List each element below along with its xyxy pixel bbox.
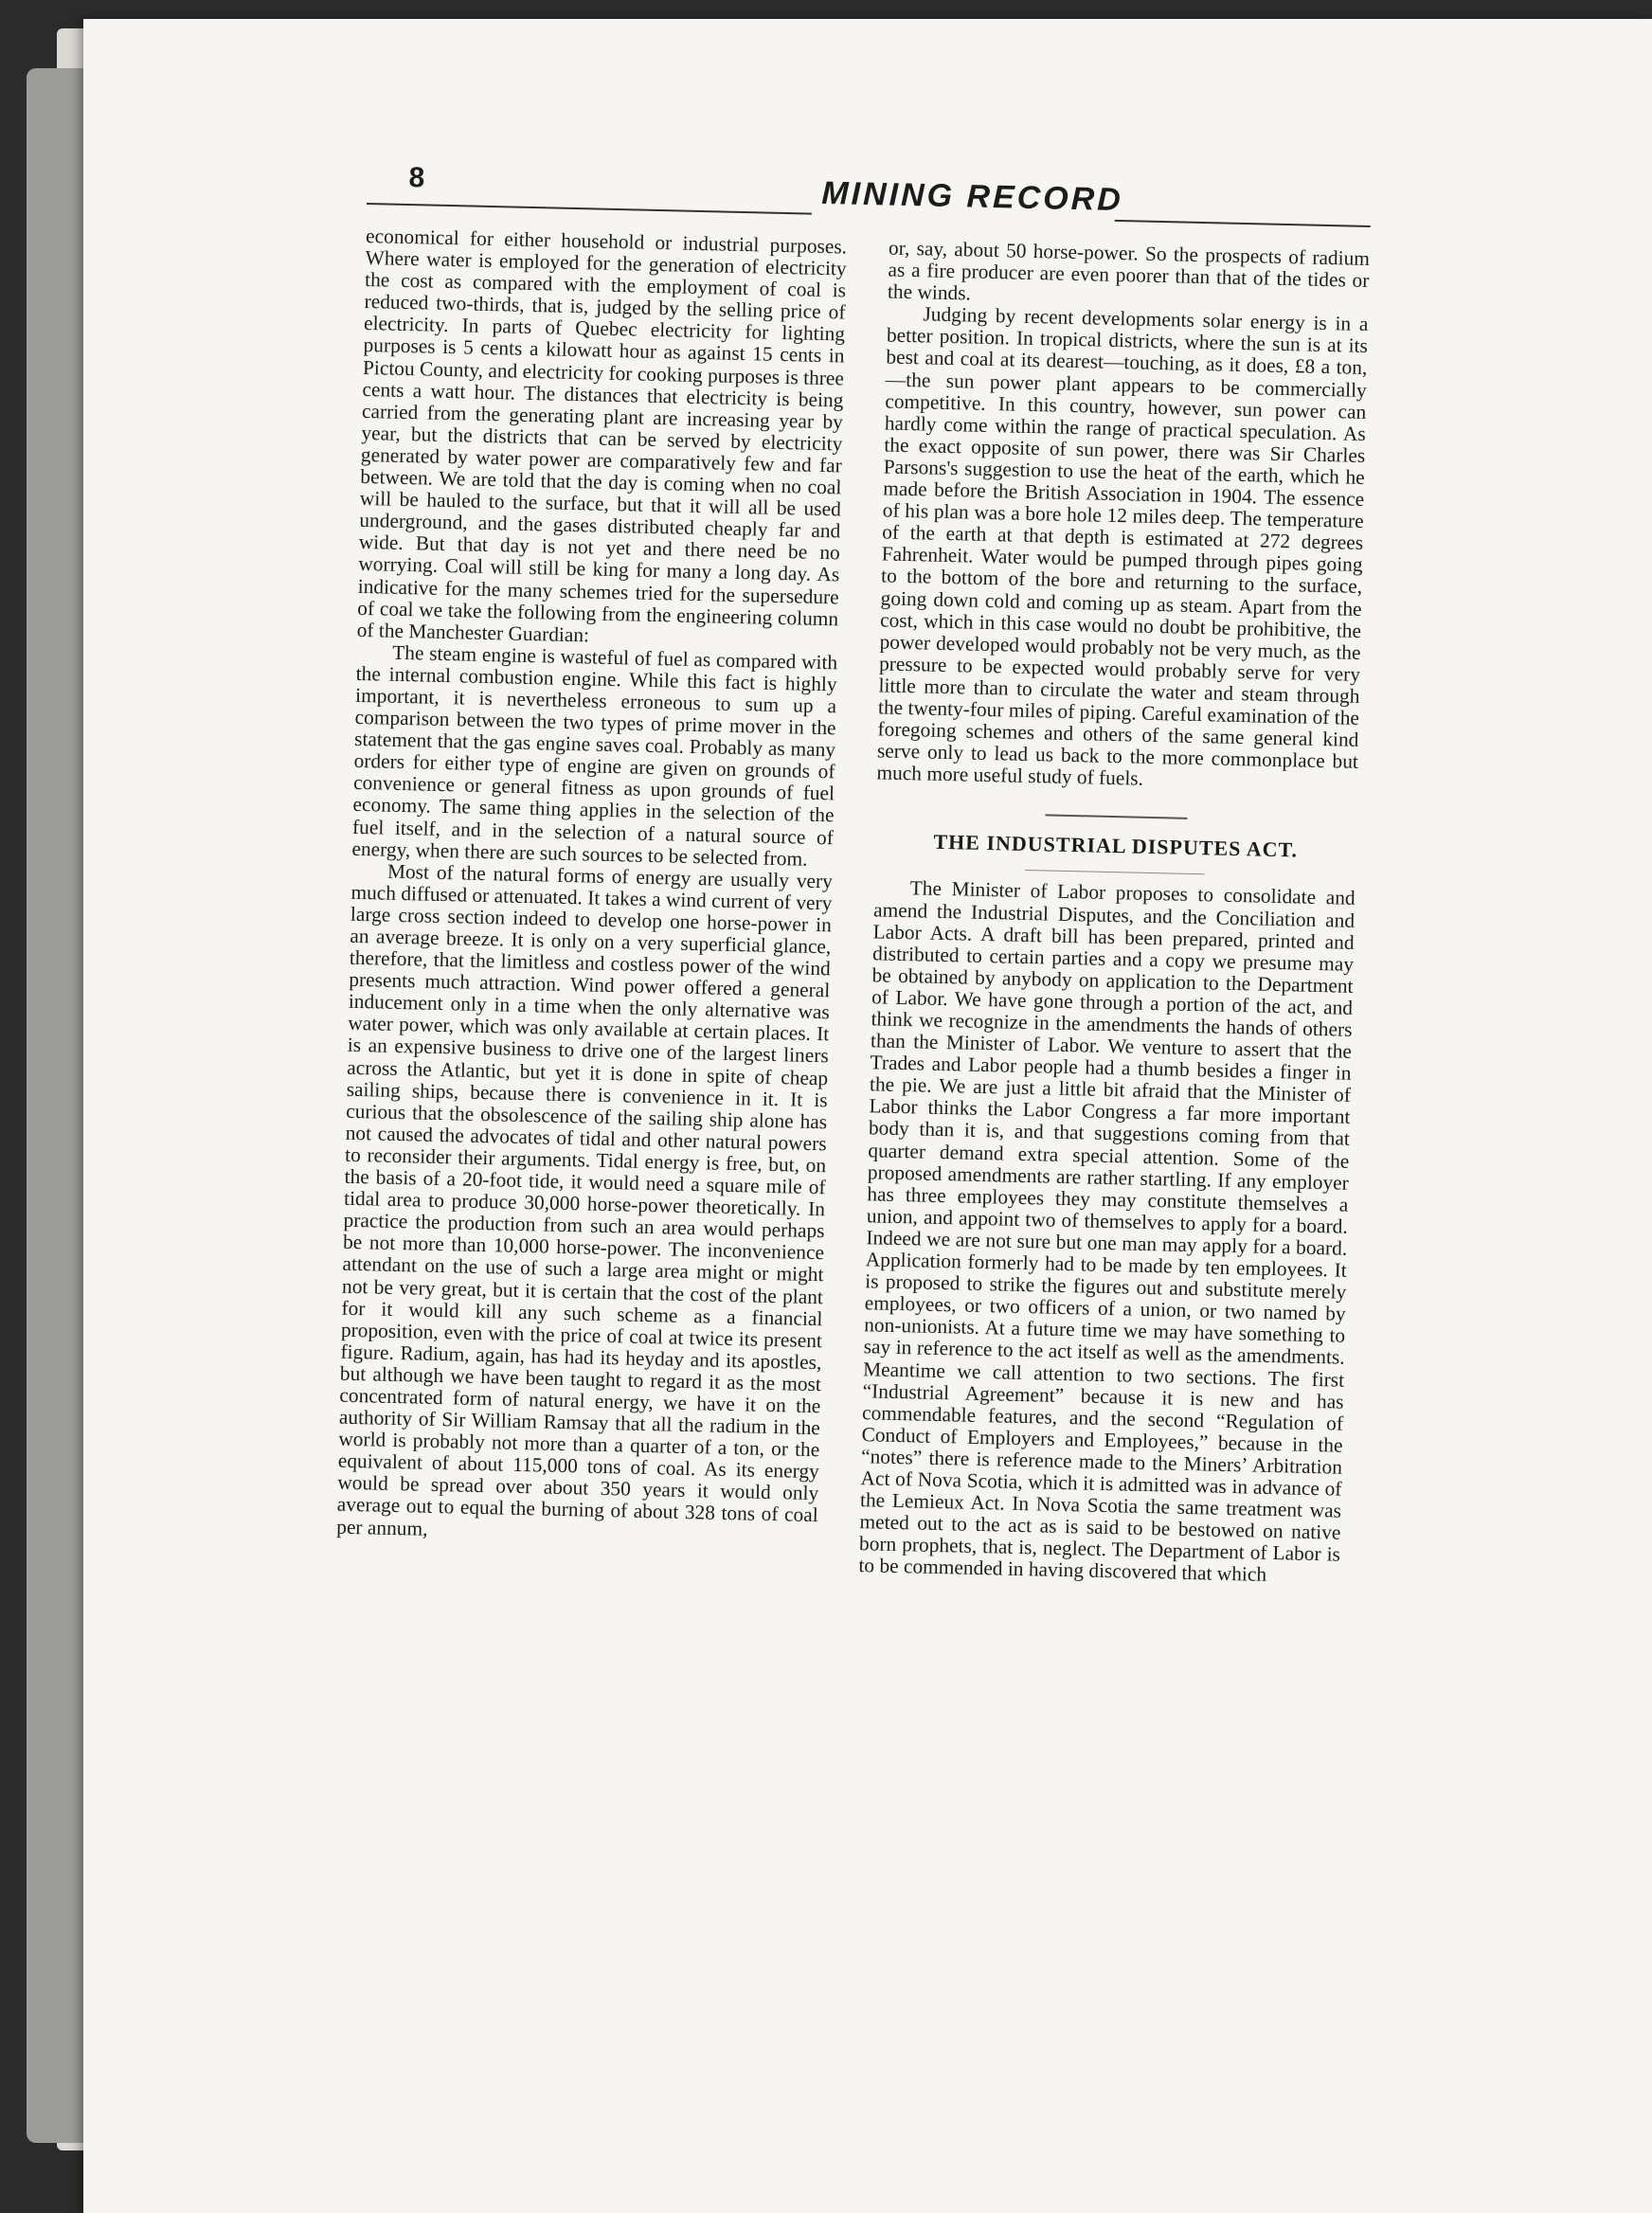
- section-heading: THE INDUSTRIAL DISPUTES ACT.: [933, 830, 1299, 862]
- section-heading-underline: [1025, 870, 1205, 874]
- left-paragraph-1: economical for either household or industrial purposes. Where water is employed for the generation of electricity the cost as compared with the employment of coal is reduced two-thirds, that is, judged by the selling price of electricity. In parts of Quebec electricity for lighting purposes is 5 cents a kilowatt hour as against 15 cents in Pictou County, and electricity for cooking purposes is three cents a watt hour. The distances that electricity is being carried from the generating plant are increasing year by year, but the districts that can be served by electricity generated by water power are comparatively few and far between. We are told that the day is coming when no coal will be hauled to the surface, but that it will all be used underground, and the gases distributed cheaply far and wide. But that day is not yet and there need be no worrying. Coal will still be king for many a long day. As indicative for the many schemes tried for the supersedure of coal we take the following from the engineering column of the Manchester Guardian:: [356, 224, 848, 647]
- page-header: [367, 161, 1372, 237]
- right-column: [858, 238, 1370, 1589]
- right-paragraph-1: or, say, about 50 horse-power. So the prospects of radium as a fire producer are even poorer than that of the tides or the winds.: [887, 236, 1371, 305]
- left-column: [336, 225, 847, 1549]
- right-paragraph-2: Judging by recent developments solar energy is in a better position. In tropical districts, where the sun is at its best and coal at its dearest—touching, as it does, £8 a ton,—the sun power plant appears to be commercially competitive. In this country, however, sun power can hardly come within the range of practical speculation. As the exact opposite of sun power, there was Sir Charles Parsons's suggestion to use the heat of the earth, which he made before the British Association in 1904. The essence of his plan was a bore hole 12 miles deep. The temperature of the earth at that depth is estimated at 272 degrees Fahrenheit. Water would be pumped through pipes going to the bottom of the bore and returning to the surface, going down cold and coming up as steam. Apart from the cost, which in this case would no doubt be prohibitive, the power developed would probably not be very much, as the pressure to be expected would probably serve for very little more than to circulate the water and steam through the twenty-four miles of piping. Careful examination of the foregoing schemes and others of the same general kind serve only to lead us back to the more commonplace but much more useful study of fuels.: [876, 302, 1369, 790]
- page-sheet: [83, 19, 1652, 2213]
- section-divider: [1045, 815, 1187, 819]
- header-rule-left: [367, 203, 812, 215]
- publication-title: MINING RECORD: [820, 174, 1124, 219]
- left-paragraph-2: The steam engine is wasteful of fuel as compared with the internal combustion engine. While this fact is highly important, it is nevertheless erroneous to sum up a comparison between the two types of prime mover in the statement that the gas engine saves coal. Probably as many orders for either type of engine are given on grounds of convenience or general fitness as upon grounds of fuel economy. The same thing applies in the selection of the fuel itself, and in the selection of a natural source of energy, when there are such sources to be selected from.: [351, 640, 838, 871]
- page-content: [327, 161, 1372, 1984]
- left-paragraph-3: Most of the natural forms of energy are usually very much diffused or attenuated. It takes a wind current of very large cross section indeed to develop one horse-power in an average breeze. It is only on a very superficial glance, therefore, that the limitless and costless power of the wind presents much attraction. Wind power offered a general inducement only in a time when the only alternative was water power, which was only available at certain places. It is an expensive business to drive one of the largest liners across the Atlantic, but yet it is done in spite of cheap sailing ships, because there is convenience in it. It is curious that the obsolescence of the sailing ship alone has not caused the advocates of tidal and other natural powers to reconsider their arguments. Tidal energy is free, but, on the basis of a 20-foot tide, it would need a square mile of tidal area to produce 30,000 horse-power theoretically. In practice the production from such an area would perhaps be not more than 10,000 horse-power. The inconvenience attendant on the use of such a large area might or might not be very great, but it is certain that the cost of the plant for it would kill any such scheme as a financial proposition, even with the price of coal at twice its present figure. Radium, again, has had its heyday and its apostles, but although we have been taught to regard it as the most concentrated form of natural energy, we have it on the authority of Sir William Ramsay that all the radium in the world is probably not more than a quarter of a ton, or the equivalent of about 115,000 tons of coal. As its energy would be spread over about 350 years it would only average out to equal the burning of about 328 tons of coal per annum,: [336, 859, 834, 1540]
- header-rule-right: [1115, 220, 1371, 227]
- page-number: 8: [408, 161, 425, 194]
- section-paragraph-1: The Minister of Labor proposes to consolidate and amend the Industrial Disputes, and the Conciliation and Labor Acts. A draft bill has been prepared, printed and distributed to certain parties and a copy we presume may be obtained by anybody on application to the Department of Labor. We have gone through a portion of the act, and think we recognize in the amendments the hands of others than the Minister of Labor. We venture to assert that the Trades and Labor people had a thumb besides a finger in the pie. We are just a little bit afraid that the Minister of Labor thinks the Labor Congress a far more important body than it is, and that suggestions coming from that quarter demand extra special attention. Some of the proposed amendments are rather startling. If any employer has three employees they may constitute themselves a union, and appoint two of themselves to apply for a board. Indeed we are not sure but one man may apply for a board. Application formerly had to be made by ten employees. It is proposed to strike the figures out and substitute merely employees, or two officers of a union, or two named by non-unionists. At a future time we may have something to say in reference to the act itself as well as the amendments. Meantime we call attention to two sections. The first “Industrial Agreement” because it is new and has commendable features, and the second “Regulation of Conduct of Employers and Employees,” because in the “notes” there is reference made to the Miners’ Arbitration Act of Nova Scotia, which it is admitted was in advance of the Lemieux Act. In Nova Scotia the same treatment was meted out to the act as is said to be bestowed on native born prophets, that is, neglect. The Department of Labor is to be commended in having discovered that which: [858, 876, 1356, 1587]
